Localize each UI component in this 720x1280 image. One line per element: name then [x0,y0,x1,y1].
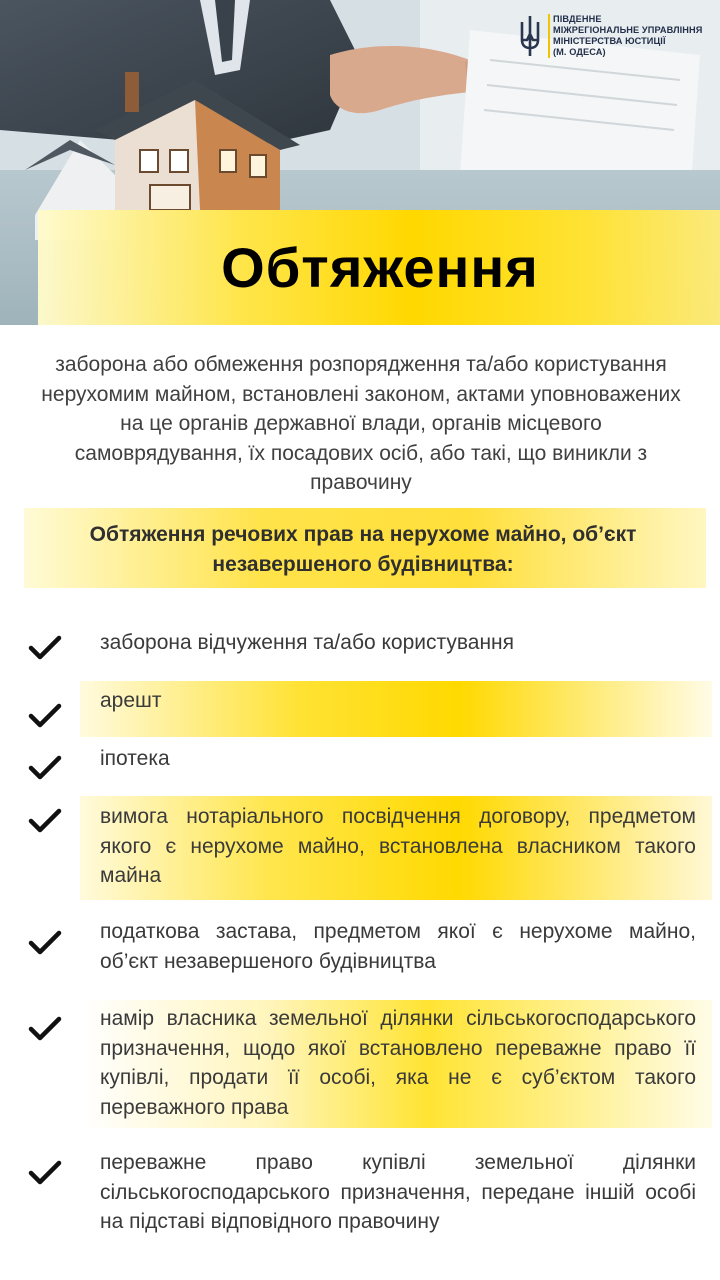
check-icon [28,703,62,729]
list-item: заборона відчуження та/або користування [100,631,515,654]
check-icon [28,635,62,661]
list-item: переважне право купівлі земельної ділянки сільськогосподарського призначення, передане іншій особі на підставі відповідного правочину [100,1151,696,1233]
check-icon [28,930,62,956]
list-item: вимога нотаріального посвідчення договору, предметом якого є нерухоме майно, встановлена власником такого майна [100,805,696,887]
list-item: арешт [100,689,162,712]
section-subheading: Обтяження речових прав на нерухоме майно, об’єкт незавершеного будівництва: [89,523,637,576]
page-title: Обтяження [221,236,539,299]
check-icon [28,808,62,834]
list-item: податкова застава, предметом якої є нерухоме майно, об’єкт незавершеного будівництва [100,920,696,973]
definition-text: заборона або обмеження розпорядження та/або користування нерухомим майном, встановлені законом, актами уповноважених на це органів державної влади, органів місцевого самоврядування, їх посадових осіб, або такі, що виникли з правочину [41,353,681,494]
ministry-line-4: (М. ОДЕСА) [548,47,702,58]
ministry-logo [518,14,702,58]
ministry-name [548,14,702,58]
check-icon [28,755,62,781]
check-icon [28,1160,62,1186]
ministry-line-3: МІНІСТЕРСТВА ЮСТИЦІЇ [548,36,702,47]
check-icon [28,1016,62,1042]
trident-icon [518,14,542,58]
list-item: намір власника земельної ділянки сільськогосподарського призначення, щодо якої встановлено переважне право її купівлі, продати її особі, яка не є суб’єктом такого переважного права [100,1007,696,1119]
ministry-line-1: ПІВДЕННЕ [548,14,702,25]
ministry-line-2: МІЖРЕГІОНАЛЬНЕ УПРАВЛІННЯ [548,25,702,36]
list-item: іпотека [100,747,170,770]
